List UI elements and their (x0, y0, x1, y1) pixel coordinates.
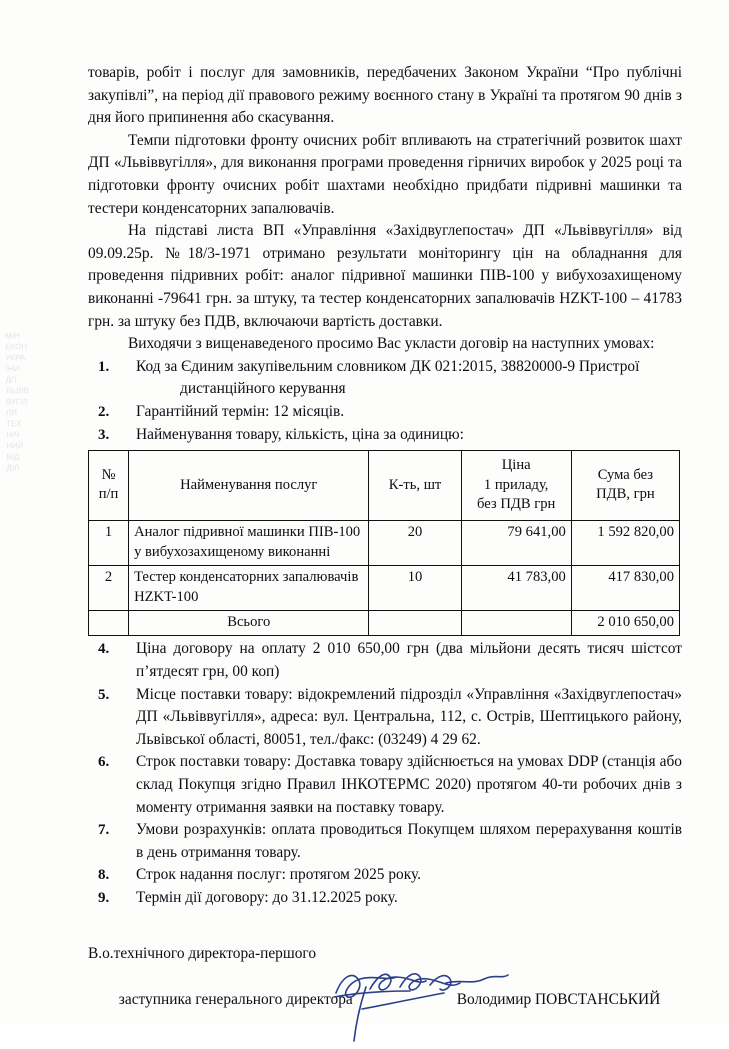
list-item-text: Умови розрахунків: оплата проводиться Покупцем шляхом перерахування коштів в день отримання товару. (136, 821, 682, 861)
table-row (89, 521, 680, 566)
header-number (89, 451, 129, 521)
list-item-1 (88, 356, 682, 401)
cell-empty (89, 610, 129, 635)
cell-number: 2 (89, 566, 129, 611)
list-item-number: 4. (98, 641, 110, 658)
list-item-number: 8. (98, 867, 110, 884)
paragraph-request: Виходячи з вищенаведеного просимо Вас укласти договір на наступних умовах: (128, 335, 655, 353)
signature-block (88, 943, 682, 1033)
list-item-7 (88, 819, 682, 864)
header-price-line1: Ціна (501, 457, 531, 474)
list-item-number: 7. (98, 822, 110, 839)
list-item-text: Ціна договору на оплату 2 010 650,00 грн (два мільйони десять тисяч шістсот п’ятдесят грн, 00 коп) (136, 640, 682, 680)
terms-list-top (88, 356, 682, 446)
artifact-line: ТЕХ (6, 419, 22, 429)
header-price (461, 451, 571, 521)
list-item-number: 2. (98, 403, 110, 420)
cell-name: Аналог підривної машинки ПІВ-100 у вибухозахищеному виконанні (129, 521, 369, 566)
artifact-line: УКРА (5, 353, 26, 363)
artifact-line: НИЙ (6, 441, 24, 451)
signature-name: Володимир ПОВСТАНСЬКИЙ (456, 990, 661, 1008)
header-sum (571, 451, 679, 521)
list-item-text: Місце поставки товару: відокремлений підрозділ «Управління «Західвуглепостач» ДП «Львіввугілля», адреса: вул. Центральна, 112, с. Острів, Шептицького району, Львівської області, 80051, тел./факс: (03249) 4 29 62. (136, 685, 682, 748)
list-item-text: Строк надання послуг: протягом 2025 року. (136, 866, 422, 884)
header-sum-line2: ПДВ, грн (596, 486, 655, 503)
list-item-text: Строк поставки товару: Доставка товару здійснюється на умовах DDP (станція або склад Покупця згідно Правил ІНКОТЕРМС 2020) протягом 40-ти робочих днів з моменту отримання заявки на поставку товару. (136, 753, 682, 816)
list-item-text: Гарантійний термін: 12 місяців. (136, 402, 345, 420)
cell-price: 41 783,00 (461, 566, 571, 611)
header-name: Найменування послуг (129, 451, 369, 521)
list-item-number: 3. (98, 426, 110, 443)
document-body (88, 62, 682, 1034)
list-item-number: 6. (98, 754, 110, 771)
table-header-row (89, 451, 680, 521)
cell-sum: 1 592 820,00 (571, 521, 679, 566)
paragraph-monitoring: На підставі листа ВП «Управління «Західвуглепостач» ДП «Львіввугілля» від 09.09.25р. №18/3-1971 отримано результати моніторингу цін на обладнання для проведення підривних робіт: аналог підривної машинки ПІВ-100 у вибухозахищеному виконанні -79641 грн. за штуку, та тестер конденсаторних запалювачів HZKT-100 – 41783 грн. за штуку без ПДВ, включаючи вартість доставки. (88, 222, 682, 330)
cell-total-sum: 2 010 650,00 (571, 610, 679, 635)
list-item-subtext: дистанційного керування (180, 380, 346, 398)
cell-sum: 417 830,00 (571, 566, 679, 611)
list-item-text: Найменування товару, кількість, ціна за одиницю: (136, 425, 464, 443)
table-row (89, 566, 680, 611)
header-sum-line1: Сума без (597, 466, 654, 483)
artifact-line: ДП (5, 375, 17, 385)
artifact-line: ЇНИ (5, 364, 20, 374)
artifact-line: ЕКОН (5, 342, 28, 352)
header-number-line2: п/п (98, 486, 119, 503)
list-item-6 (88, 751, 682, 819)
header-quantity: К-ть, шт (369, 451, 461, 521)
header-number-line1: № (101, 466, 116, 483)
list-item-3 (88, 424, 682, 447)
list-item-number: 9. (98, 889, 110, 906)
paragraph-development: Темпи підготовки фронту очисних робіт впливають на стратегічний розвиток шахт ДП «Львіввугілля», для виконання програми проведення гірничих виробок у 2025 році та підготовки фронту очисних робіт шахтами необхідно придбати підривні машинки та тестери конденсаторних запалювачів. (88, 131, 682, 217)
cell-empty (369, 610, 461, 635)
list-item-number: 1. (98, 358, 110, 375)
list-item-5 (88, 684, 682, 752)
artifact-line: ВУГІЛ (5, 397, 28, 407)
header-price-line2: 1 приладу, (483, 476, 549, 493)
signature-title-line1: В.о.технічного директора-першого (88, 945, 317, 963)
cell-quantity: 20 (369, 521, 461, 566)
cell-quantity: 10 (369, 566, 461, 611)
artifact-line: ВІД (6, 452, 20, 462)
cell-name: Тестер конденсаторних запалювачів HZKT-100 (129, 566, 369, 611)
list-item-9 (88, 887, 682, 910)
signature-title-line2: заступника генерального директора (118, 990, 353, 1008)
list-item-number: 5. (98, 686, 110, 703)
cell-empty (461, 610, 571, 635)
goods-table (88, 450, 680, 636)
artifact-line: ЛЯ (5, 408, 18, 418)
cell-total-label: Всього (129, 610, 369, 635)
header-price-line3: без ПДВ грн (477, 495, 556, 512)
artifact-line: ДІЛ (6, 463, 20, 473)
margin-scan-artifact (5, 330, 65, 891)
list-item-text: Термін дії договору: до 31.12.2025 року. (136, 888, 398, 906)
list-item-4 (88, 638, 682, 683)
paragraph-continuation: товарів, робіт і послуг для замовників, передбачених Законом України “Про публічні закупівлі”, на період дії правового режиму воєнного стану в Україні та протягом 90 днів з дня його припинення або скасування. (88, 64, 682, 127)
list-item-text: Код за Єдиним закупівельним словником ДК 021:2015, 38820000-9 Пристрої (136, 357, 640, 375)
list-item-8 (88, 864, 682, 887)
list-item-2 (88, 401, 682, 424)
artifact-line: МІН (5, 331, 20, 341)
artifact-line: НІЧ (6, 430, 20, 440)
artifact-line: ЛЬВІВ (5, 386, 30, 396)
terms-list-bottom (88, 638, 682, 909)
cell-price: 79 641,00 (461, 521, 571, 566)
table-total-row (89, 610, 680, 635)
cell-number: 1 (89, 521, 129, 566)
